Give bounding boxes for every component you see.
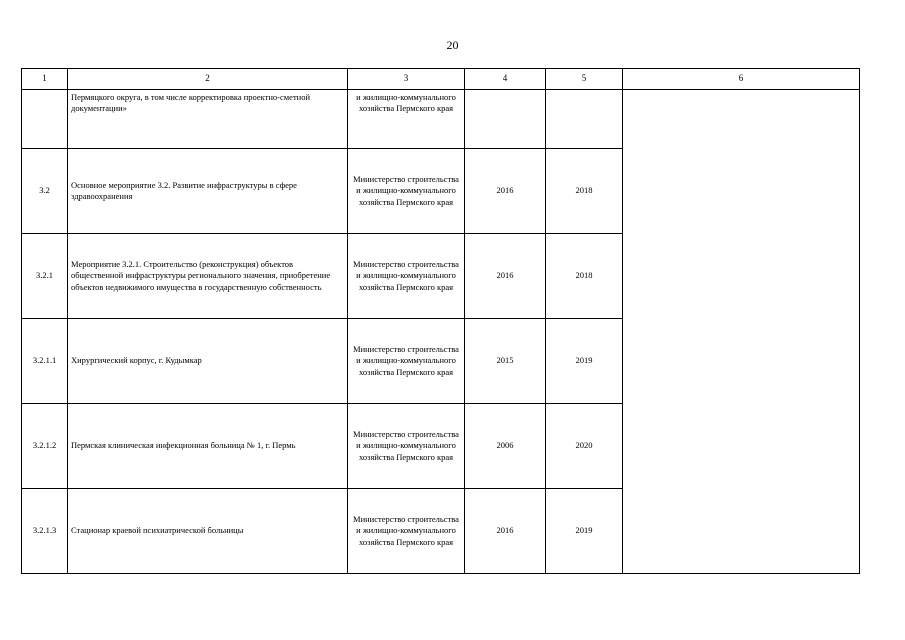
row-end-year: 2020 — [546, 404, 623, 489]
row-executor: Министерство строительства и жилищно-коммунального хозяйства Пермского края — [348, 489, 465, 574]
row-start-year: 2016 — [465, 234, 546, 319]
row-executor: Министерство строительства и жилищно-коммунального хозяйства Пермского края — [348, 149, 465, 234]
row-end-year: 2018 — [546, 149, 623, 234]
row-executor: Министерство строительства и жилищно-коммунального хозяйства Пермского края — [348, 319, 465, 404]
header-row — [22, 69, 860, 90]
row-number: 3.2.1 — [22, 234, 68, 319]
row-number — [22, 90, 68, 149]
row-name: Пермская клиническая инфекционная больница № 1, г. Пермь — [68, 404, 348, 489]
row-number: 3.2.1.3 — [22, 489, 68, 574]
header-col-4: 4 — [465, 69, 546, 90]
row-start-year: 2006 — [465, 404, 546, 489]
column-6-cell — [623, 90, 860, 574]
program-table — [21, 68, 860, 574]
row-name: Мероприятие 3.2.1. Строительство (реконструкция) объектов общественной инфраструктуры регионального значения, приобретение объектов недвижимого имущества в государственную собственность — [68, 234, 348, 319]
row-executor: и жилищно-коммунального хозяйства Пермского края — [348, 90, 465, 149]
row-number: 3.2 — [22, 149, 68, 234]
row-name: Хирургический корпус, г. Кудымкар — [68, 319, 348, 404]
row-start-year — [465, 90, 546, 149]
row-start-year: 2016 — [465, 489, 546, 574]
header-col-3: 3 — [348, 69, 465, 90]
header-col-1: 1 — [22, 69, 68, 90]
row-start-year: 2016 — [465, 149, 546, 234]
row-name: Пермяцкого округа, в том числе корректировка проектно-сметной документации» — [68, 90, 348, 149]
header-col-5: 5 — [546, 69, 623, 90]
row-end-year — [546, 90, 623, 149]
row-name: Стационар краевой психиатрической больницы — [68, 489, 348, 574]
row-executor: Министерство строительства и жилищно-коммунального хозяйства Пермского края — [348, 234, 465, 319]
row-executor: Министерство строительства и жилищно-коммунального хозяйства Пермского края — [348, 404, 465, 489]
header-col-2: 2 — [68, 69, 348, 90]
row-number: 3.2.1.1 — [22, 319, 68, 404]
row-number: 3.2.1.2 — [22, 404, 68, 489]
page-number: 20 — [446, 38, 459, 52]
header-col-6: 6 — [623, 69, 860, 90]
row-end-year: 2019 — [546, 319, 623, 404]
row-end-year: 2018 — [546, 234, 623, 319]
row-end-year: 2019 — [546, 489, 623, 574]
row-start-year: 2015 — [465, 319, 546, 404]
row-name: Основное мероприятие 3.2. Развитие инфраструктуры в сфере здравоохранения — [68, 149, 348, 234]
table-row — [22, 90, 860, 149]
